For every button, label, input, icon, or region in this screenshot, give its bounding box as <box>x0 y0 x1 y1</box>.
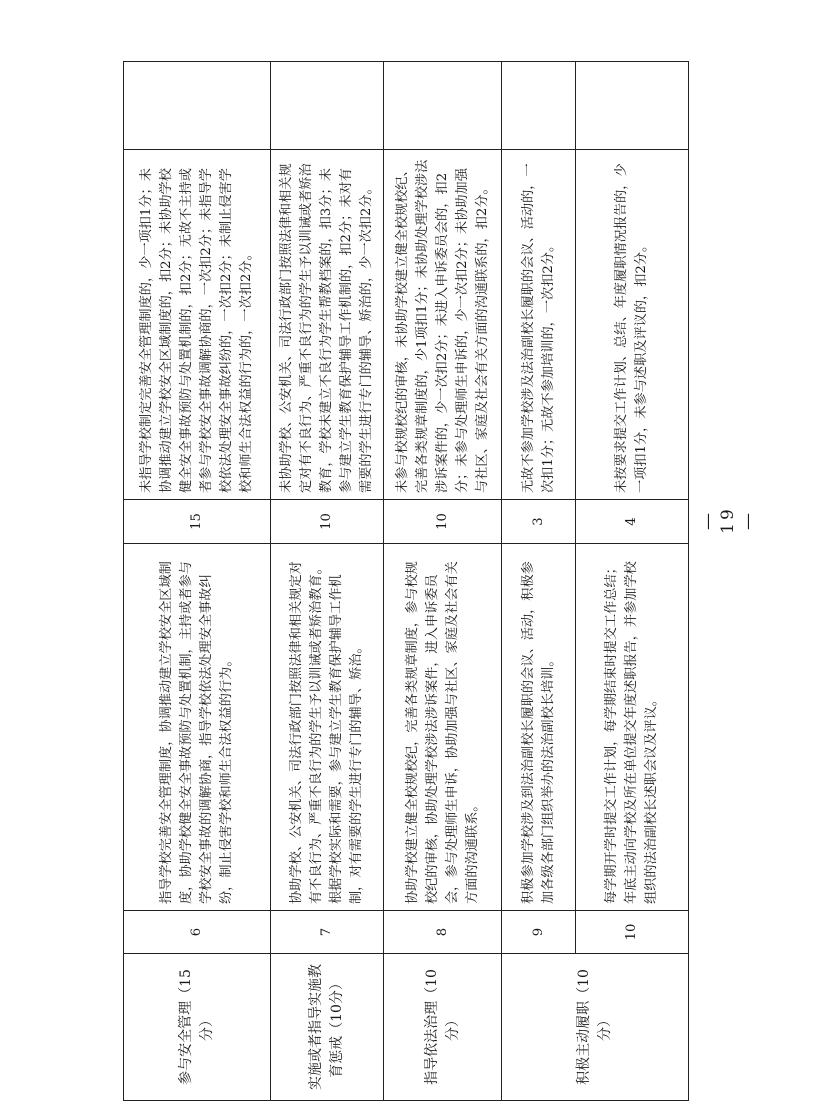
empty-score-cell <box>271 62 384 150</box>
empty-score-cell <box>384 62 502 150</box>
duty-cell: 积极参加学校涉及到法治副校长履职的会议、活动，积极参加各级各部门组织举办的法治副校长培训。 <box>502 544 576 911</box>
item-number-cell: 6 <box>124 911 271 954</box>
empty-score-cell <box>124 62 271 150</box>
table-row <box>502 62 576 1101</box>
empty-score-cell <box>502 62 576 150</box>
criteria-cell: 未按要求提交工作计划、总结、年度履职情况报告的，少一项扣1分，未参与述职及评议的，扣2分。 <box>576 150 689 500</box>
category-cell: 参与安全管理（15分） <box>124 954 271 1101</box>
empty-score-cell <box>576 62 689 150</box>
duty-cell: 每学期开学时提交工作计划，每学期结束时提交工作总结；年底主动向学校及所在单位提交年度述职报告，并参加学校组织的法治副校长述职会议及评议。 <box>576 544 689 911</box>
table-row <box>124 62 271 1101</box>
table-row <box>271 62 384 1101</box>
item-number-cell: 8 <box>384 911 502 954</box>
table-row <box>576 62 689 1101</box>
score-cell: 3 <box>502 500 576 544</box>
duty-cell: 协助学校建立健全校规校纪，完善各类规章制度，参与校规校纪的审核，协助处理学校涉法涉诉案件，进入申诉委员会，参与处理师生申诉，协助加强与社区、家庭及社会有关方面的沟通联系。 <box>384 544 502 911</box>
category-cell: 指导依法治理（10分） <box>384 954 502 1101</box>
criteria-cell: 无故不参加学校涉及法治副校长履职的会议、活动的，一次扣1分；无故不参加培训的，一次扣2分。 <box>502 150 576 500</box>
score-cell: 15 <box>124 500 271 544</box>
score-cell: 10 <box>384 500 502 544</box>
item-number-cell: 10 <box>576 911 689 954</box>
criteria-cell: 未参与校规校纪的审核，未协助学校建立健全校规校纪、完善各类规章制度的，少1项扣1分；未协助处理学校涉法涉诉案件的，少一次扣2分；未进入申诉委员会的，扣2分；未参与处理师生申诉的，少一次扣2分；未协助加强与社区、家庭及社会有关方面的沟通联系的，扣2分。 <box>384 150 502 500</box>
rotated-table-sheet <box>123 62 688 1101</box>
criteria-cell: 未协助学校、公安机关、司法行政部门按照法律和相关规定对有不良行为、严重不良行为的学生予以训诫或者矫治教育，学校未建立不良行为学生帮教档案的，扣3分；未参与建立学生教育保护辅导工作机制的，扣2分；未对有需要的学生进行专门的辅导、矫治的，少一次扣2分。 <box>271 150 384 500</box>
evaluation-table <box>123 61 689 1101</box>
item-number-cell: 7 <box>271 911 384 954</box>
duty-cell: 协助学校、公安机关、司法行政部门按照法律和相关规定对有不良行为、严重不良行为的学生予以训诫或者矫治教育。根据学校实际和需要，参与建立学生教育保护辅导工作机制，对有需要的学生进行专门的辅导、矫治。 <box>271 544 384 911</box>
category-cell: 积极主动履职（10分） <box>502 954 689 1101</box>
duty-cell: 指导学校完善安全管理制度，协调推动建立学校安全区域制度，协助学校健全安全事故预防与处置机制，主持或者参与学校安全事故的调解协商，指导学校依法处理安全事故纠纷，制止侵害学校和师生合法权益的行为。 <box>124 544 271 911</box>
page-number: — 19 — <box>698 506 758 534</box>
item-number-cell: 9 <box>502 911 576 954</box>
criteria-cell: 未指导学校制定完善安全管理制度的，少一项扣1分；未协调推动建立学校安全区域制度的，扣2分；未协助学校健全安全事故预防与处置机制的，扣2分；无故不主持或者参与学校安全事故调解协商的，一次扣2分；未指导学校依法处理安全事故纠纷的，一次扣2分；未制止侵害学校和师生合法权益的行为的，一次扣2分。 <box>124 150 271 500</box>
score-cell: 4 <box>576 500 689 544</box>
category-cell: 实施或者指导实施教育惩戒（10分） <box>271 954 384 1101</box>
score-cell: 10 <box>271 500 384 544</box>
table-row <box>384 62 502 1101</box>
